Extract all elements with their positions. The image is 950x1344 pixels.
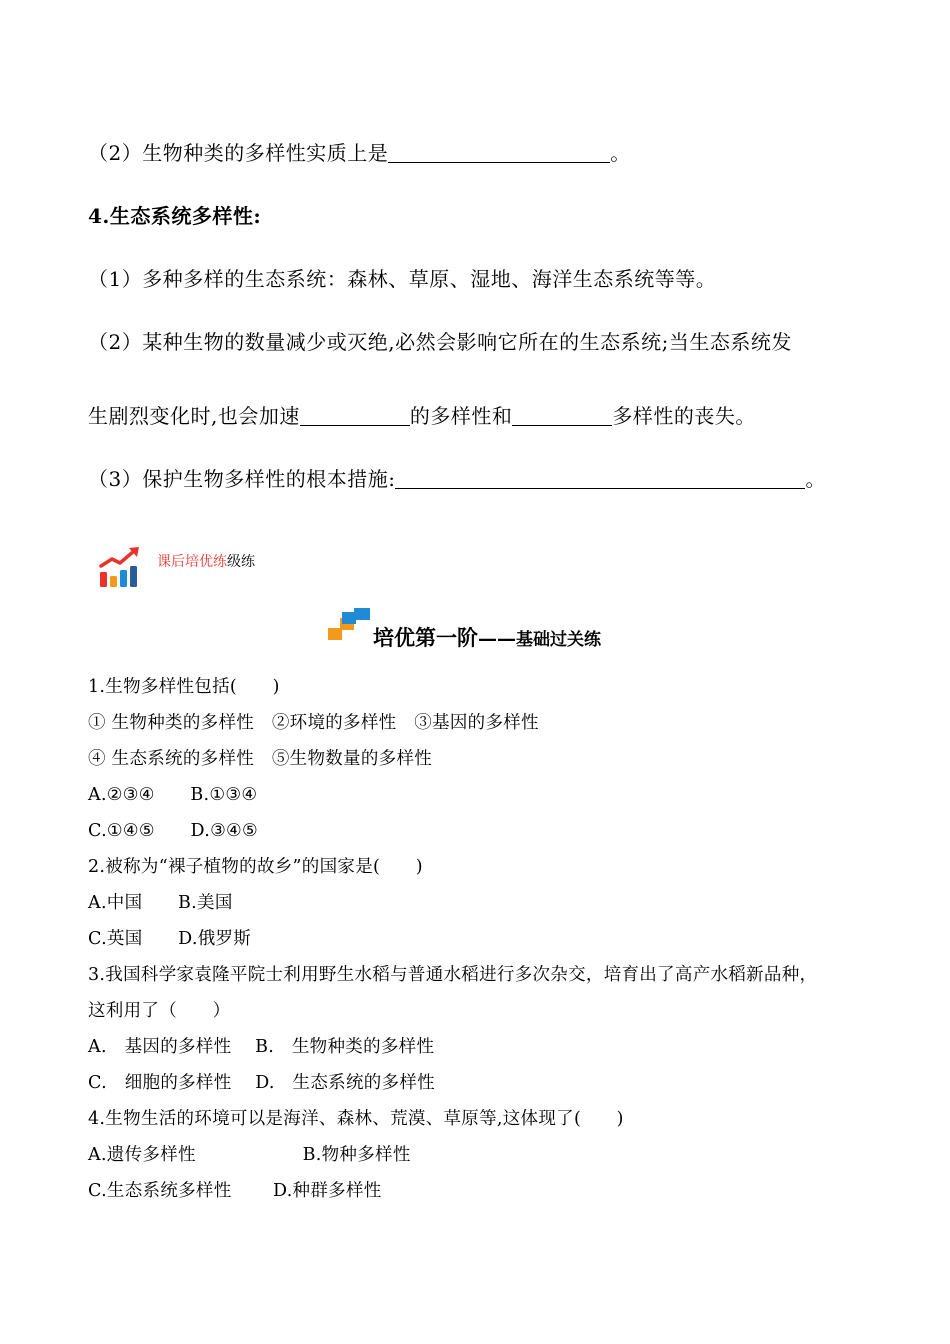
stage-title-main: 培优第一阶 xyxy=(373,625,478,650)
item-2-line1: （2）某种生物的数量减少或灭绝,必然会影响它所在的生态系统;当生态系统发 xyxy=(88,330,792,354)
stage-title-sub: 基础过关练 xyxy=(516,630,601,650)
q4-option: C.生态系统多样性 D.种群多样性 xyxy=(88,1181,382,1201)
line-2 xyxy=(88,137,631,166)
item-3 xyxy=(88,463,826,492)
item-3-text: （3）保护生物多样性的根本措施: xyxy=(88,467,396,491)
q3-option: A. 基因的多样性 B. 生物种类的多样性 xyxy=(88,1037,435,1057)
q2-option: C.英国 D.俄罗斯 xyxy=(88,929,252,949)
q1-option: A.②③④ B.①③④ xyxy=(88,785,258,805)
line-2-end: 。 xyxy=(610,141,631,165)
q1-option: C.①④⑤ D.③④⑤ xyxy=(88,821,259,841)
answer-blank[interactable] xyxy=(512,405,612,426)
answer-blank[interactable] xyxy=(395,468,805,489)
banner-label xyxy=(157,551,255,571)
q3-stem-cont: 这利用了（ ） xyxy=(88,1001,231,1021)
answer-blank[interactable] xyxy=(300,405,410,426)
q2-stem: 2.被称为“裸子植物的故乡”的国家是( ) xyxy=(88,857,423,877)
item-1: （1）多种多样的生态系统：森林、草原、湿地、海洋生态系统等等。 xyxy=(88,267,717,291)
q1-stem: 1.生物多样性包括( ) xyxy=(88,677,280,697)
q3-stem: 3.我国科学家袁隆平院士利用野生水稻与普通水稻进行多次杂交，培育出了高产水稻新品种， xyxy=(88,965,818,985)
answer-blank[interactable] xyxy=(388,142,610,163)
item-2-line2 xyxy=(88,400,756,429)
growth-chart-icon xyxy=(98,546,142,594)
item-2-part2: 的多样性和 xyxy=(409,404,513,428)
item-3-end: 。 xyxy=(805,467,826,491)
q1-option: ④ 生态系统的多样性 ⑤生物数量的多样性 xyxy=(88,749,433,769)
banner-label-black: 级练 xyxy=(227,554,255,570)
q3-option: C. 细胞的多样性 D. 生态系统的多样性 xyxy=(88,1073,435,1093)
item-2-part3: 多样性的丧失。 xyxy=(612,404,756,428)
heading-4: 4.生态系统多样性: xyxy=(88,204,262,228)
stage-title-dash: —— xyxy=(478,628,516,650)
q2-option: A.中国 B.美国 xyxy=(88,893,233,913)
q4-option: A.遗传多样性 B.物种多样性 xyxy=(88,1145,411,1165)
q4-stem: 4.生物生活的环境可以是海洋、森林、荒漠、草原等,这体现了( ) xyxy=(88,1109,624,1129)
banner-label-red: 课后培优练 xyxy=(157,554,227,570)
item-2-part1: 生剧烈变化时,也会加速 xyxy=(88,404,300,428)
stage-title xyxy=(373,622,601,652)
stairs-icon xyxy=(328,608,372,646)
q1-option: ① 生物种类的多样性 ②环境的多样性 ③基因的多样性 xyxy=(88,713,539,733)
line-2-text: （2）生物种类的多样性实质上是 xyxy=(88,141,389,165)
